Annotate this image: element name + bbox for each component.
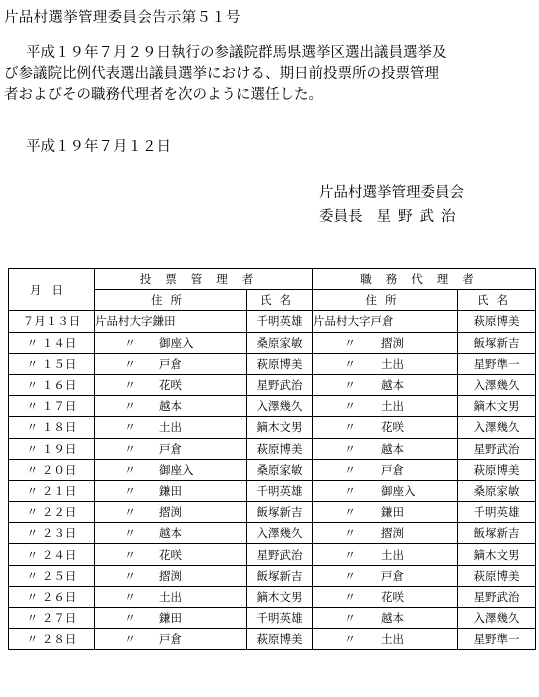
address-text: 戸倉 — [159, 441, 182, 456]
row-deputy-name: 星野準一 — [458, 629, 536, 650]
row-manager-name: 星野武治 — [247, 544, 313, 565]
row-manager-address — [95, 544, 247, 565]
row-date: 〃 ２２日 — [9, 502, 95, 523]
ditto-mark: 〃 — [124, 589, 136, 604]
row-manager-name: 入澤幾久 — [247, 396, 313, 417]
row-deputy-name: 千明英雄 — [458, 502, 536, 523]
row-deputy-address — [313, 374, 458, 395]
ditto-mark: 〃 — [124, 483, 136, 498]
table-row — [9, 608, 536, 629]
ditto-mark: 〃 — [124, 505, 136, 520]
ditto-mark: 〃 — [344, 611, 356, 626]
ditto-mark: 〃 — [124, 568, 136, 583]
row-manager-name: 飯塚新吉 — [247, 502, 313, 523]
address-text: 御座入 — [159, 335, 194, 350]
table-row — [9, 417, 536, 438]
row-deputy-name: 桑原家敏 — [458, 480, 536, 501]
ditto-mark: 〃 — [344, 441, 356, 456]
row-manager-address — [95, 480, 247, 501]
ditto-mark: 〃 — [344, 568, 356, 583]
row-date: 〃 １７日 — [9, 396, 95, 417]
row-manager-name: 萩原博美 — [247, 629, 313, 650]
notice-date: 平成１９年７月１２日 — [26, 139, 171, 155]
row-deputy-address — [313, 608, 458, 629]
ditto-mark: 〃 — [124, 356, 136, 371]
ditto-mark: 〃 — [344, 356, 356, 371]
table-row — [9, 353, 536, 374]
row-date: 〃 １４日 — [9, 332, 95, 353]
row-manager-name: 入澤幾久 — [247, 523, 313, 544]
address-text: 戸倉 — [159, 632, 182, 647]
row-deputy-name: 星野武治 — [458, 586, 536, 607]
row-deputy-address — [313, 332, 458, 353]
row-date: 〃 ２３日 — [9, 523, 95, 544]
chair-line — [319, 205, 463, 226]
address-text: 御座入 — [381, 483, 416, 498]
table-row — [9, 332, 536, 353]
row-manager-name: 鏑木文男 — [247, 417, 313, 438]
table-row — [9, 311, 536, 332]
row-manager-name: 桑原家敏 — [247, 459, 313, 480]
table-row — [9, 586, 536, 607]
table-row — [9, 438, 536, 459]
row-date: 〃 ２５日 — [9, 565, 95, 586]
row-manager-name: 萩原博美 — [247, 438, 313, 459]
row-deputy-name: 萩原博美 — [458, 565, 536, 586]
row-manager-name: 萩原博美 — [247, 353, 313, 374]
schedule-rows — [9, 311, 536, 650]
table-row — [9, 459, 536, 480]
address-text: 花咲 — [159, 378, 182, 393]
row-manager-address: 片品村大字鎌田 — [95, 311, 247, 332]
header-deputy: 職務代理者 — [313, 269, 536, 290]
table-row — [9, 396, 536, 417]
row-manager-address — [95, 332, 247, 353]
address-text: 土出 — [159, 420, 182, 435]
ditto-mark: 〃 — [344, 547, 356, 562]
ditto-mark: 〃 — [344, 420, 356, 435]
chair-name: 星野武治 — [376, 209, 463, 225]
row-deputy-address — [313, 396, 458, 417]
row-manager-name: 千明英雄 — [247, 480, 313, 501]
table-row — [9, 565, 536, 586]
row-deputy-address — [313, 459, 458, 480]
address-text: 越本 — [381, 441, 404, 456]
row-deputy-name: 萩原博美 — [458, 311, 536, 332]
address-text: 摺渕 — [159, 505, 182, 520]
schedule-table — [8, 268, 536, 650]
row-manager-address — [95, 523, 247, 544]
row-manager-address — [95, 459, 247, 480]
address-text: 越本 — [159, 399, 182, 414]
ditto-mark: 〃 — [124, 526, 136, 541]
address-text: 戸倉 — [159, 356, 182, 371]
row-manager-address — [95, 502, 247, 523]
ditto-mark: 〃 — [124, 547, 136, 562]
address-text: 鎌田 — [381, 505, 404, 520]
notice-body-line: 平成１９年７月２９日執行の参議院群馬県選挙区選出議員選挙及 — [26, 45, 447, 61]
row-manager-address — [95, 586, 247, 607]
row-deputy-name: 入澤幾久 — [458, 608, 536, 629]
ditto-mark: 〃 — [124, 399, 136, 414]
address-text: 土出 — [381, 356, 404, 371]
header-deputy-address: 住所 — [313, 290, 458, 311]
notice-body-line: び参議院比例代表選出議員選挙における、期日前投票所の投票管理 — [4, 66, 439, 82]
ditto-mark: 〃 — [124, 335, 136, 350]
row-deputy-address — [313, 417, 458, 438]
row-deputy-name: 鏑木文男 — [458, 396, 536, 417]
ditto-mark: 〃 — [124, 441, 136, 456]
table-row — [9, 629, 536, 650]
row-date: 〃 １６日 — [9, 374, 95, 395]
header-manager-name: 氏名 — [247, 290, 313, 311]
notice-title: 片品村選挙管理委員会告示第５１号 — [4, 10, 241, 26]
row-deputy-address — [313, 502, 458, 523]
row-manager-address — [95, 608, 247, 629]
row-date: 〃 ２０日 — [9, 459, 95, 480]
organization-name: 片品村選挙管理委員会 — [319, 185, 464, 201]
row-deputy-address — [313, 586, 458, 607]
row-manager-address — [95, 438, 247, 459]
row-date: 〃 ２４日 — [9, 544, 95, 565]
ditto-mark: 〃 — [344, 505, 356, 520]
address-text: 御座入 — [159, 462, 194, 477]
ditto-mark: 〃 — [124, 611, 136, 626]
row-deputy-address — [313, 565, 458, 586]
notice-body — [4, 43, 536, 106]
header-manager-address: 住所 — [95, 290, 247, 311]
row-date: 〃 １９日 — [9, 438, 95, 459]
row-date: 〃 ２８日 — [9, 629, 95, 650]
address-text: 鎌田 — [159, 483, 182, 498]
row-deputy-name: 入澤幾久 — [458, 417, 536, 438]
row-manager-name: 千明英雄 — [247, 608, 313, 629]
address-text: 戸倉 — [381, 568, 404, 583]
row-manager-address — [95, 396, 247, 417]
row-deputy-address: 片品村大字戸倉 — [313, 311, 458, 332]
table-row — [9, 523, 536, 544]
address-text: 越本 — [381, 378, 404, 393]
row-deputy-name: 萩原博美 — [458, 459, 536, 480]
row-deputy-name: 飯塚新吉 — [458, 523, 536, 544]
ditto-mark: 〃 — [344, 335, 356, 350]
row-deputy-address — [313, 438, 458, 459]
header-row-groups — [9, 269, 536, 290]
table-row — [9, 502, 536, 523]
address-text: 越本 — [381, 611, 404, 626]
row-manager-name: 飯塚新吉 — [247, 565, 313, 586]
ditto-mark: 〃 — [124, 420, 136, 435]
row-date: 〃 １５日 — [9, 353, 95, 374]
row-date: 〃 ２７日 — [9, 608, 95, 629]
address-text: 越本 — [159, 526, 182, 541]
row-deputy-name: 飯塚新吉 — [458, 332, 536, 353]
ditto-mark: 〃 — [344, 483, 356, 498]
row-deputy-name: 入澤幾久 — [458, 374, 536, 395]
table-row — [9, 480, 536, 501]
ditto-mark: 〃 — [124, 378, 136, 393]
row-manager-name: 千明英雄 — [247, 311, 313, 332]
ditto-mark: 〃 — [344, 589, 356, 604]
row-date: 〃 ２６日 — [9, 586, 95, 607]
header-month-day: 月日 — [9, 269, 95, 311]
row-deputy-address — [313, 544, 458, 565]
header-manager: 投票管理者 — [95, 269, 313, 290]
row-deputy-address — [313, 480, 458, 501]
notice-body-line: 者およびその職務代理者を次のように選任した。 — [4, 87, 323, 103]
ditto-mark: 〃 — [344, 399, 356, 414]
row-date: 〃 １８日 — [9, 417, 95, 438]
row-manager-name: 鏑木文男 — [247, 586, 313, 607]
row-date: ７月１３日 — [9, 311, 95, 332]
header-deputy-name: 氏名 — [458, 290, 536, 311]
ditto-mark: 〃 — [344, 378, 356, 393]
address-text: 土出 — [159, 589, 182, 604]
table-row — [9, 374, 536, 395]
address-text: 土出 — [381, 632, 404, 647]
ditto-mark: 〃 — [344, 632, 356, 647]
address-text: 摺渕 — [159, 568, 182, 583]
row-manager-address — [95, 374, 247, 395]
address-text: 戸倉 — [381, 462, 404, 477]
address-text: 土出 — [381, 399, 404, 414]
row-manager-address — [95, 353, 247, 374]
row-manager-name: 桑原家敏 — [247, 332, 313, 353]
ditto-mark: 〃 — [124, 632, 136, 647]
table-row — [9, 544, 536, 565]
ditto-mark: 〃 — [344, 526, 356, 541]
row-deputy-address — [313, 629, 458, 650]
address-text: 花咲 — [381, 420, 404, 435]
address-text: 摺渕 — [381, 335, 404, 350]
row-manager-address — [95, 629, 247, 650]
row-deputy-address — [313, 523, 458, 544]
address-text: 摺渕 — [381, 526, 404, 541]
address-text: 土出 — [381, 547, 404, 562]
row-deputy-address — [313, 353, 458, 374]
address-text: 花咲 — [159, 547, 182, 562]
address-text: 花咲 — [381, 589, 404, 604]
ditto-mark: 〃 — [124, 462, 136, 477]
row-date: 〃 ２１日 — [9, 480, 95, 501]
row-manager-address — [95, 417, 247, 438]
address-text: 鎌田 — [159, 611, 182, 626]
row-manager-name: 星野武治 — [247, 374, 313, 395]
row-deputy-name: 鏑木文男 — [458, 544, 536, 565]
ditto-mark: 〃 — [344, 462, 356, 477]
chair-title: 委員長 — [319, 209, 363, 225]
row-deputy-name: 星野武治 — [458, 438, 536, 459]
row-deputy-name: 星野準一 — [458, 353, 536, 374]
row-manager-address — [95, 565, 247, 586]
